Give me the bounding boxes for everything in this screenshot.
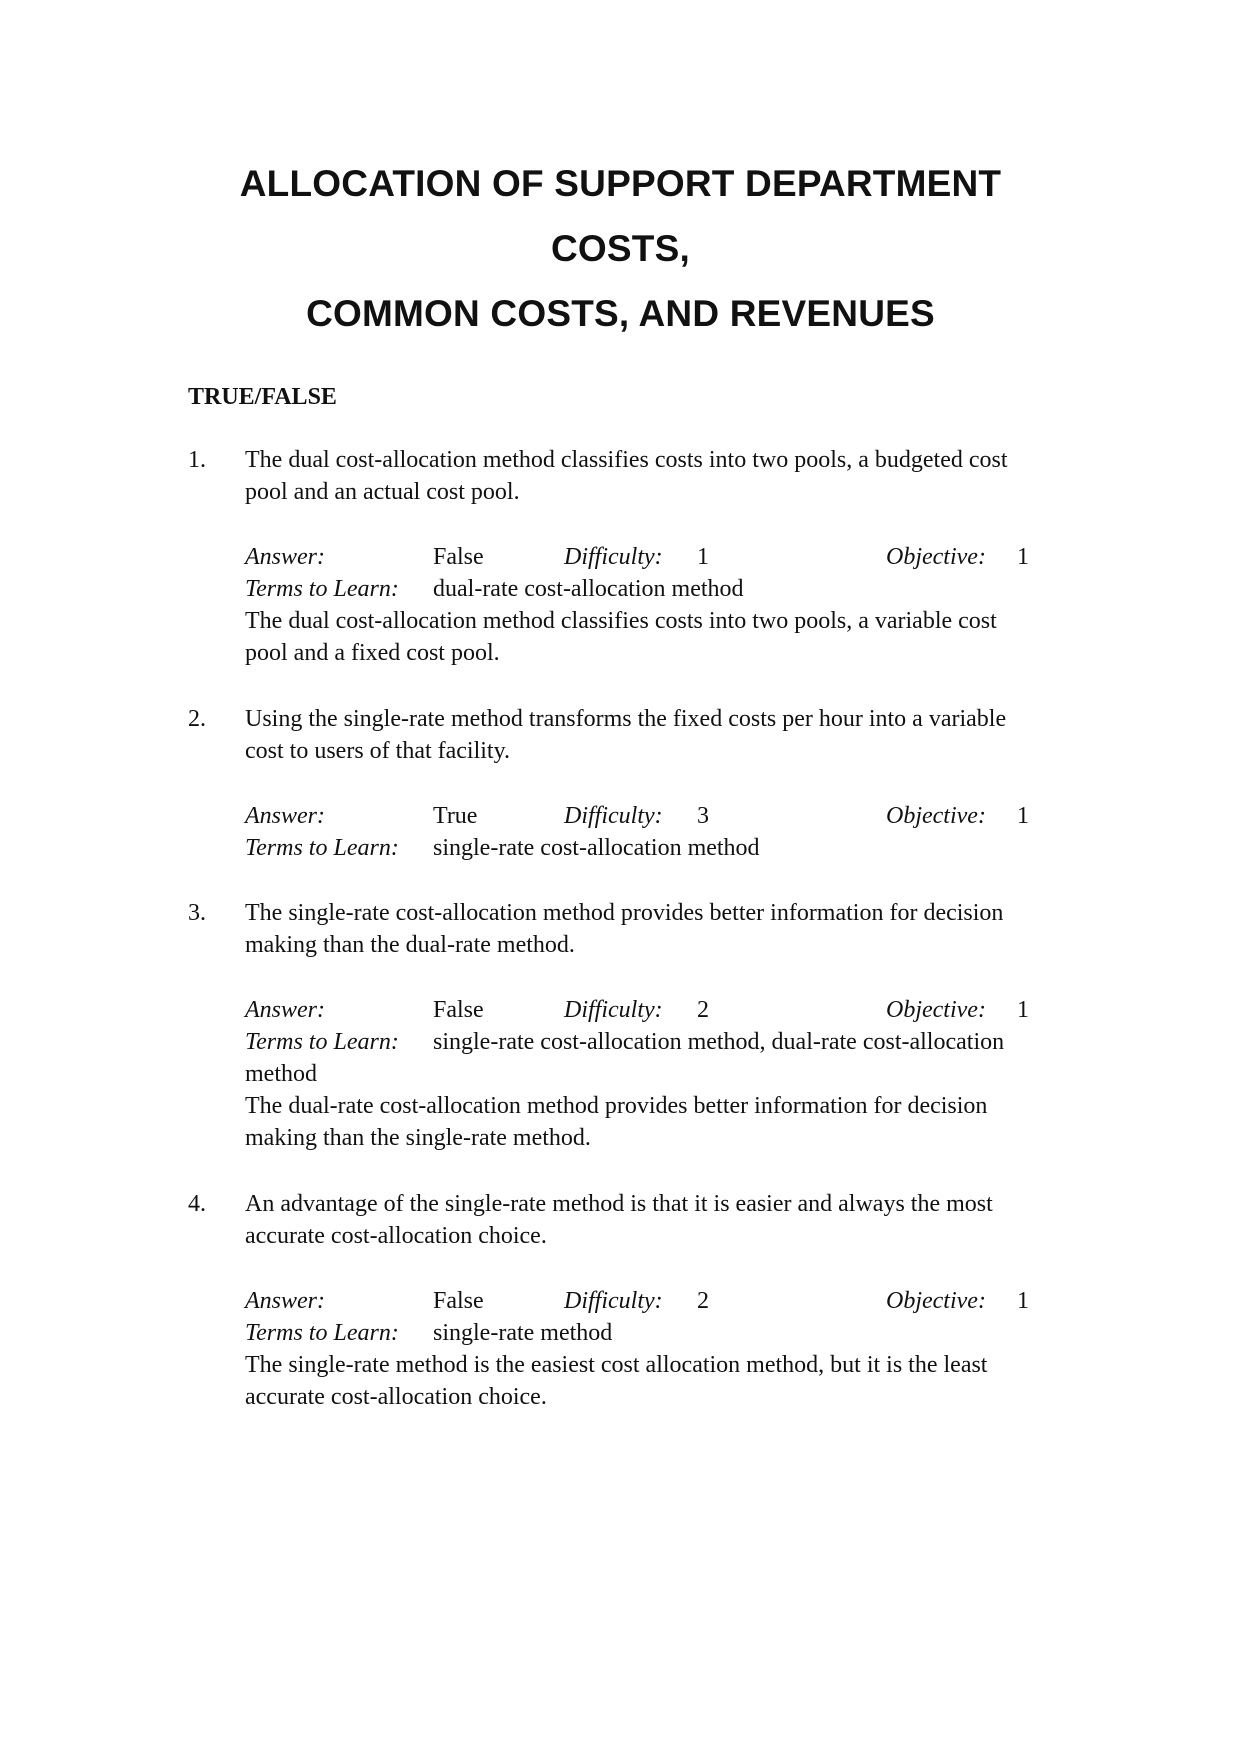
- difficulty-value: 2: [697, 997, 709, 1023]
- explanation-line: The dual cost-allocation method classifies costs into two pools, a variable cost: [245, 608, 997, 634]
- objective-label: Objective:: [886, 1288, 986, 1314]
- question-number: 4.: [188, 1191, 206, 1217]
- question-number: 1.: [188, 447, 206, 473]
- question-number: 3.: [188, 900, 206, 926]
- terms-value: single-rate cost-allocation method, dual-rate cost-allocation: [433, 1029, 1005, 1055]
- terms-label: Terms to Learn:: [245, 1029, 399, 1055]
- difficulty-label: Difficulty:: [564, 544, 663, 570]
- objective-label: Objective:: [886, 803, 986, 829]
- terms-label: Terms to Learn:: [245, 1320, 399, 1346]
- question-text-line: accurate cost-allocation choice.: [245, 1223, 547, 1249]
- answer-value: False: [433, 1288, 484, 1314]
- explanation-line: pool and a fixed cost pool.: [245, 640, 500, 666]
- explanation-line: accurate cost-allocation choice.: [245, 1384, 547, 1410]
- section-heading: TRUE/FALSE: [188, 384, 337, 410]
- question-text-line: cost to users of that facility.: [245, 738, 511, 764]
- terms-value: single-rate cost-allocation method: [433, 835, 760, 861]
- terms-label: Terms to Learn:: [245, 576, 399, 602]
- difficulty-label: Difficulty:: [564, 803, 663, 829]
- difficulty-label: Difficulty:: [564, 1288, 663, 1314]
- difficulty-value: 3: [697, 803, 709, 829]
- difficulty-label: Difficulty:: [564, 997, 663, 1023]
- answer-value: True: [433, 803, 478, 829]
- answer-label: Answer:: [245, 997, 325, 1023]
- answer-value: False: [433, 544, 484, 570]
- terms-value: dual-rate cost-allocation method: [433, 576, 744, 602]
- explanation-line: The single-rate method is the easiest cost allocation method, but it is the least: [245, 1352, 988, 1378]
- objective-value: 1: [1017, 544, 1029, 570]
- question-text-line: Using the single-rate method transforms the fixed costs per hour into a variable: [245, 706, 1007, 732]
- objective-value: 1: [1017, 803, 1029, 829]
- question-text-line: making than the dual-rate method.: [245, 932, 575, 958]
- question-text-line: pool and an actual cost pool.: [245, 479, 520, 505]
- answer-label: Answer:: [245, 803, 325, 829]
- document-title-line-1: ALLOCATION OF SUPPORT DEPARTMENT: [239, 163, 1002, 204]
- difficulty-value: 2: [697, 1288, 709, 1314]
- question-text-line: The dual cost-allocation method classifies costs into two pools, a budgeted cost: [245, 447, 1008, 473]
- question-number: 2.: [188, 706, 206, 732]
- objective-label: Objective:: [886, 997, 986, 1023]
- objective-value: 1: [1017, 1288, 1029, 1314]
- question-text-line: The single-rate cost-allocation method provides better information for decision: [245, 900, 1004, 926]
- terms-label: Terms to Learn:: [245, 835, 399, 861]
- terms-value: single-rate method: [433, 1320, 613, 1346]
- explanation-line: The dual-rate cost-allocation method provides better information for decision: [245, 1093, 988, 1119]
- objective-label: Objective:: [886, 544, 986, 570]
- explanation-line: making than the single-rate method.: [245, 1125, 591, 1151]
- document-title-line-3: COMMON COSTS, AND REVENUES: [306, 293, 935, 334]
- document-title-line-2: COSTS,: [551, 228, 690, 269]
- difficulty-value: 1: [697, 544, 709, 570]
- answer-value: False: [433, 997, 484, 1023]
- answer-label: Answer:: [245, 1288, 325, 1314]
- answer-label: Answer:: [245, 544, 325, 570]
- objective-value: 1: [1017, 997, 1029, 1023]
- question-text-line: An advantage of the single-rate method is that it is easier and always the most: [245, 1191, 993, 1217]
- terms-value-continued: method: [245, 1061, 317, 1087]
